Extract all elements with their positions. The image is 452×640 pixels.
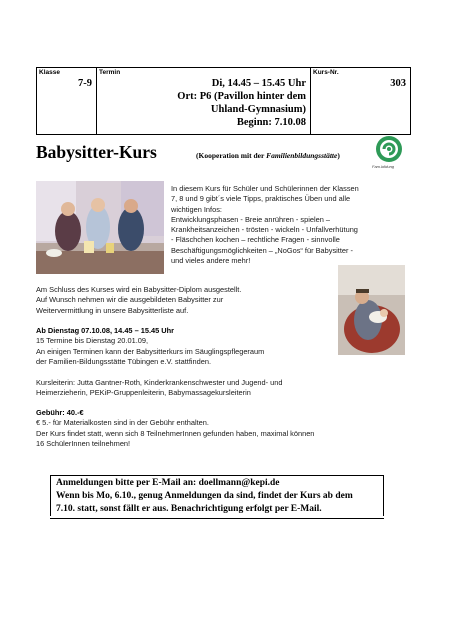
fee-line: Der Kurs findet statt, wenn sich 8 TeilnehmerInnen gefunden haben, maximal können	[36, 428, 315, 438]
klasse-value: 7-9	[78, 78, 92, 89]
termin-label: Termin	[99, 69, 121, 76]
cooperation-note	[196, 151, 340, 160]
schedule-line: An einigen Terminen kann der Babysitterkurs im Säuglingspflegeraum	[36, 346, 265, 356]
course-header-table	[36, 67, 411, 135]
registration-box	[50, 475, 384, 516]
description-line: Beschäftigungsmöglichkeiten – „NoGos“ für Babysitter -	[171, 245, 353, 255]
diploma-paragraph	[36, 285, 336, 316]
termin-cell	[97, 68, 311, 135]
termin-line: Di, 14.45 – 15.45 Uhr	[211, 78, 306, 89]
course-description	[171, 184, 411, 266]
course-title: Babysitter-Kurs	[36, 142, 157, 162]
cooperation-prefix: (Kooperation mit der	[196, 151, 267, 160]
schedule-heading: Ab Dienstag 07.10.08, 14.45 – 15.45 Uhr	[36, 326, 175, 335]
diploma-line: Am Schluss des Kurses wird ein Babysitter-Diplom ausgestellt.	[36, 285, 242, 294]
instructor-paragraph	[36, 378, 426, 399]
schedule-paragraph	[36, 326, 426, 367]
description-line: und vieles andere mehr!	[171, 256, 251, 266]
cooperation-partner: Familienbildungsstätte	[266, 151, 338, 160]
description-line: Krankheitsanzeichen - trösten - wickeln - Unfallverhütung	[171, 225, 358, 235]
registration-line: Anmeldungen bitte per E-Mail an: doellmann@kepi.de	[56, 478, 280, 488]
description-line: - Fläschchen kochen – rechtliche Fragen - sinnvolle	[171, 235, 340, 245]
instructor-line: Kursleiterin: Jutta Gantner-Roth, Kinderkrankenschwester und Jugend- und	[36, 378, 283, 387]
fee-paragraph	[36, 408, 426, 449]
instructor-line: Heimerzieherin, PEKiP-Gruppenleiterin, Babymassagekursleiterin	[36, 388, 251, 398]
logo-text: Fam.bildung	[372, 164, 395, 169]
diploma-line: Auf Wunsch nehmen wir die ausgebildeten Babysitter zur	[36, 295, 224, 305]
klasse-label: Klasse	[39, 69, 60, 76]
registration-line: 7.10. statt, sonst fällt er aus. Benachrichtigung erfolgt per E-Mail.	[56, 504, 322, 514]
description-line: wichtigen Infos:	[171, 204, 222, 214]
babysitter-group-photo	[36, 181, 164, 274]
registration-line: Wenn bis Mo, 6.10., genug Anmeldungen da sind, findet der Kurs ab dem	[56, 491, 353, 501]
schedule-line: der Familien-Bildungsstätte Tübingen e.V. stattfinden.	[36, 356, 212, 366]
description-line: In diesem Kurs für Schüler und Schülerinnen der Klassen	[171, 184, 359, 193]
klasse-cell	[37, 68, 97, 135]
kurs-nr-label: Kurs-Nr.	[313, 69, 339, 76]
registration-divider	[50, 518, 384, 519]
termin-line: Ort: P6 (Pavillon hinter dem	[177, 91, 306, 102]
schedule-line: 15 Termine bis Dienstag 20.01.09,	[36, 336, 149, 346]
description-line: 7, 8 und 9 gibt´s viele Tipps, praktisches Üben und alle	[171, 194, 351, 204]
termin-line: Uhland-Gymnasium)	[210, 104, 306, 115]
fee-line: € 5.- für Materialkosten sind in der Gebühr enthalten.	[36, 418, 209, 428]
diploma-line: Weitervermittlung in unsere Babysitterliste auf.	[36, 305, 189, 315]
description-line: Entwicklungsphasen - Breie anrühren - spielen –	[171, 214, 330, 224]
fee-line: 16 SchülerInnen teilnehmen!	[36, 438, 131, 448]
termin-line: Beginn: 7.10.08	[236, 117, 306, 128]
fee-heading: Gebühr: 40.-€	[36, 408, 84, 417]
familienbildung-logo	[374, 134, 404, 168]
kurs-nr-value: 303	[390, 78, 406, 89]
kurs-nr-cell	[311, 68, 411, 135]
cooperation-suffix: )	[337, 151, 340, 160]
